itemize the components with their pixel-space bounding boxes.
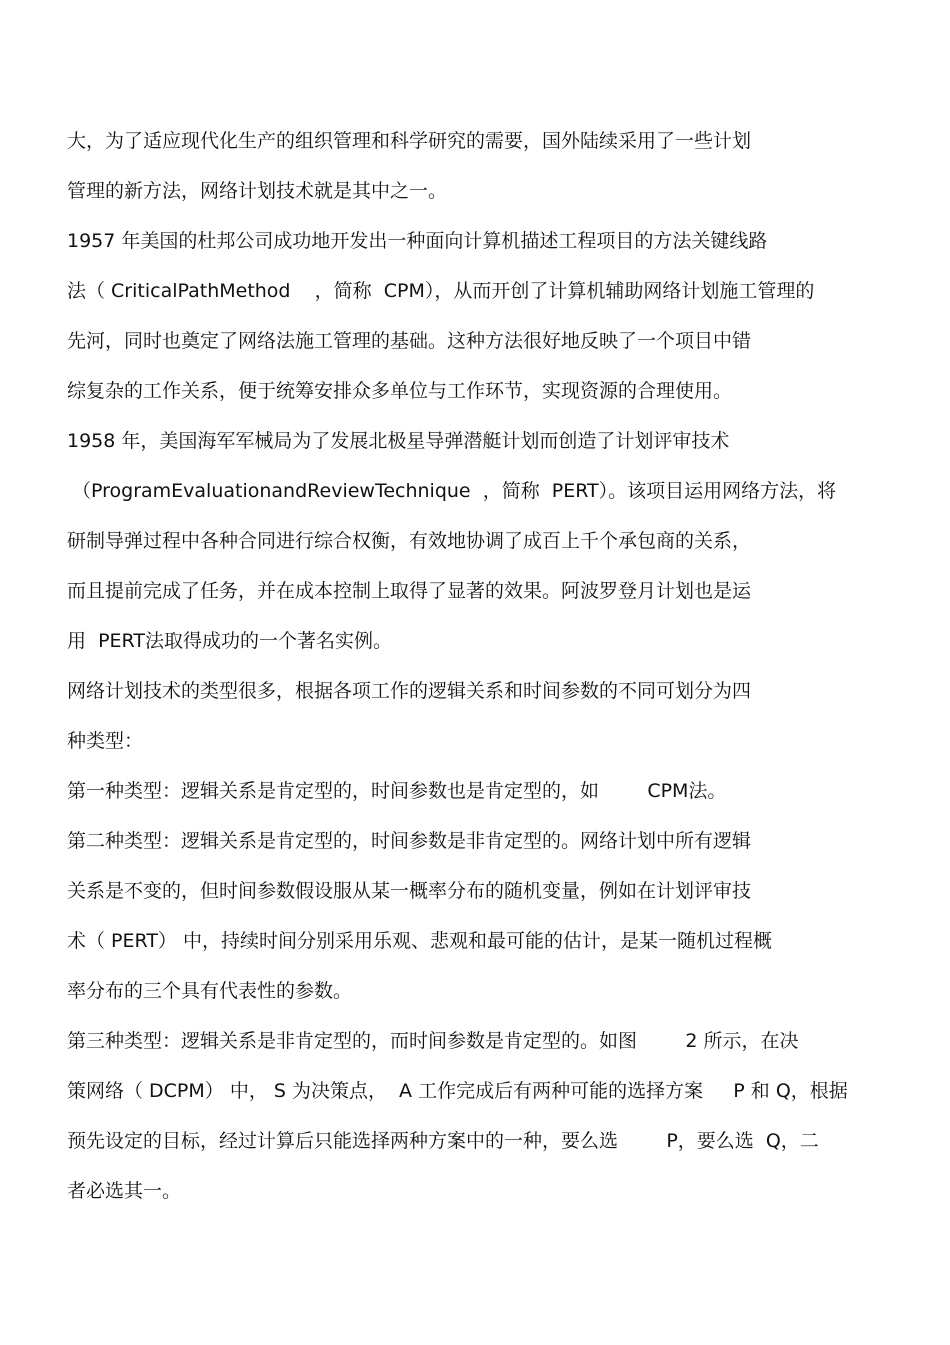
text-line: 第三种类型：逻辑关系是非肯定型的，而时间参数是肯定型的。如图 2 所示，在决 — [67, 1030, 799, 1052]
text-line: 法（ CriticalPathMethod ，简称 CPM），从而开创了计算机辅助网络计划施工管理的 — [67, 280, 815, 302]
text-line: 大，为了适应现代化生产的组织管理和科学研究的需要，国外陆续采用了一些计划 — [67, 130, 752, 152]
text-line: 预先设定的目标，经过计算后只能选择两种方案中的一种，要么选 P，要么选 Q，二 — [67, 1130, 819, 1152]
text-line: 第二种类型：逻辑关系是肯定型的，时间参数是非肯定型的。网络计划中所有逻辑 — [67, 830, 752, 852]
text-line: 用 PERT法取得成功的一个著名实例。 — [67, 630, 392, 652]
text-line: 1957 年美国的杜邦公司成功地开发出一种面向计算机描述工程项目的方法关键线路 — [67, 230, 768, 252]
text-line: （ProgramEvaluationandReviewTechnique ，简称 PERT）。该项目运用网络方法，将 — [72, 480, 837, 502]
text-line: 1958 年，美国海军军械局为了发展北极星导弹潜艇计划而创造了计划评审技术 — [67, 430, 730, 452]
text-line: 关系是不变的，但时间参数假设服从某一概率分布的随机变量，例如在计划评审技 — [67, 880, 752, 902]
text-line: 综复杂的工作关系，便于统筹安排众多单位与工作环节，实现资源的合理使用。 — [67, 380, 733, 402]
text-line: 第一种类型：逻辑关系是肯定型的，时间参数也是肯定型的，如 CPM法。 — [67, 780, 727, 802]
text-line: 者必选其一。 — [67, 1180, 182, 1202]
text-line: 种类型： — [67, 730, 144, 752]
text-line: 研制导弹过程中各种合同进行综合权衡，有效地协调了成百上千个承包商的关系， — [67, 530, 752, 552]
text-line: 管理的新方法，网络计划技术就是其中之一。 — [67, 180, 448, 202]
text-line: 率分布的三个具有代表性的参数。 — [67, 980, 353, 1002]
text-line: 而且提前完成了任务，并在成本控制上取得了显著的效果。阿波罗登月计划也是运 — [67, 580, 752, 602]
text-line: 先河，同时也奠定了网络法施工管理的基础。这种方法很好地反映了一个项目中错 — [67, 330, 752, 352]
text-line: 术（ PERT） 中，持续时间分别采用乐观、悲观和最可能的估计，是某一随机过程概 — [67, 930, 772, 952]
text-line: 网络计划技术的类型很多，根据各项工作的逻辑关系和时间参数的不同可划分为四 — [67, 680, 752, 702]
text-line: 策网络（ DCPM） 中， S 为决策点， A 工作完成后有两种可能的选择方案 P 和 Q，根据 — [67, 1080, 848, 1102]
